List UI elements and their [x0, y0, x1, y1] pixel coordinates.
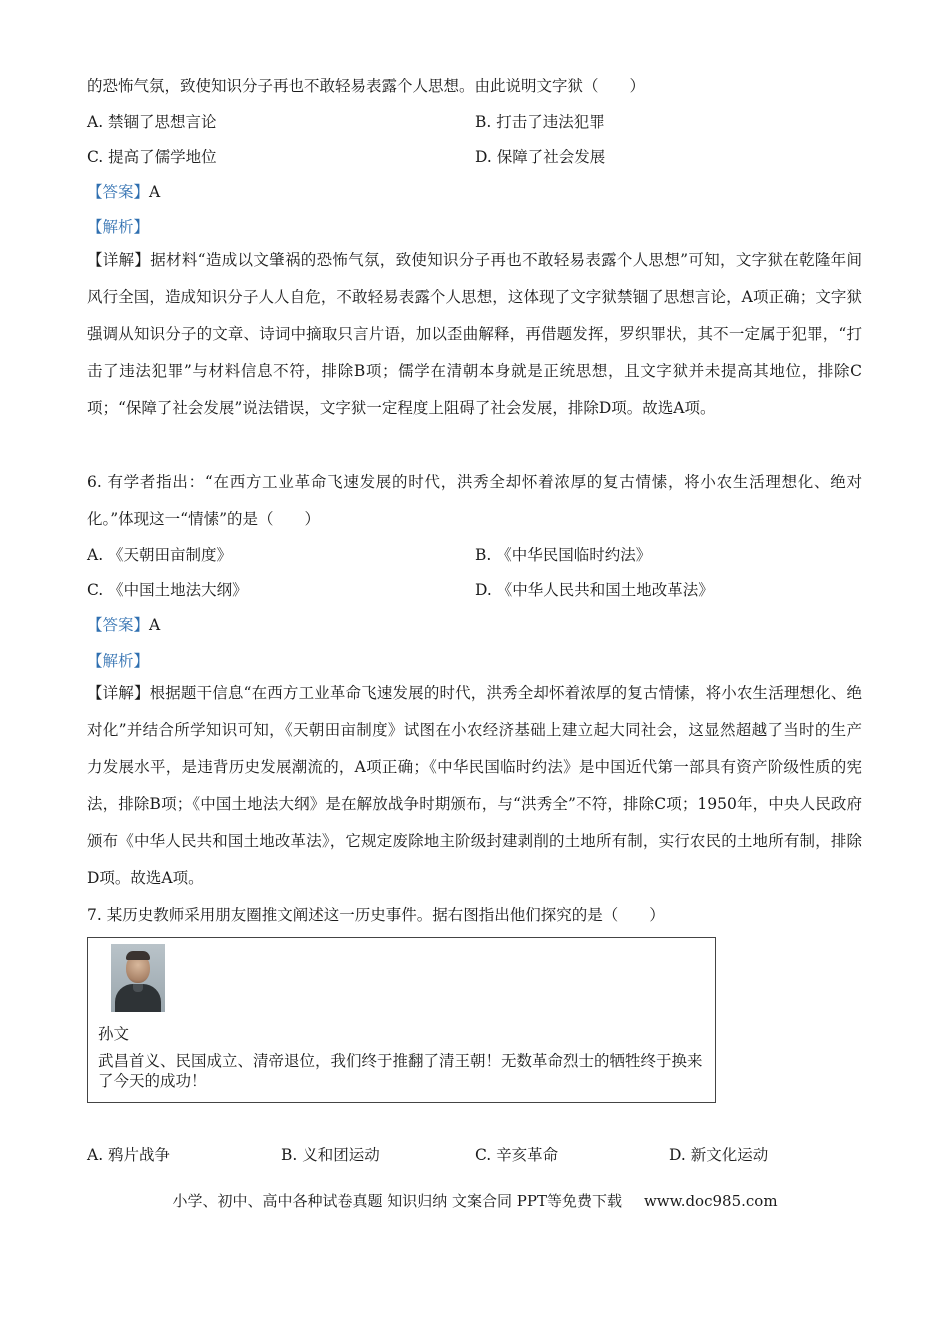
q5-analysis-tag: 【解析】 — [87, 218, 150, 236]
q6-stem: 6. 有学者指出：“在西方工业革命飞速发展的时代，洪秀全却怀着浓厚的复古情愫，将小农生活理想化、绝对化。”体现这一“情愫”的是（ ） — [87, 473, 862, 528]
social-post-card — [87, 937, 716, 1103]
q6-option-b: B. 《中华民国临时约法》 — [475, 546, 652, 564]
q6-analysis-tag: 【解析】 — [87, 652, 150, 670]
q5-answer-value: A — [149, 183, 161, 201]
q5-answer-tag: 【答案】 — [87, 183, 150, 201]
q6-answer-value: A — [149, 616, 161, 634]
footer-text: 小学、初中、高中各种试卷真题 知识归纳 文案合同 PPT等免费下载 — [172, 1192, 622, 1210]
q7-option-a: A. 鸦片战争 — [87, 1146, 171, 1164]
footer-url[interactable]: www.doc985.com — [643, 1192, 778, 1210]
q5-option-a: A. 禁锢了思想言论 — [87, 113, 217, 131]
q7-option-b: B. 义和团运动 — [281, 1146, 380, 1164]
q6-option-d: D. 《中华人民共和国土地改革法》 — [475, 581, 714, 599]
page-footer — [0, 1191, 950, 1211]
q5-option-c: C. 提高了儒学地位 — [87, 148, 217, 166]
q6-detail-tag: 【详解】 — [87, 684, 150, 702]
q5-option-b: B. 打击了违法犯罪 — [475, 113, 605, 131]
q6-option-c: C. 《中国土地法大纲》 — [87, 581, 248, 599]
q5-answer — [87, 182, 160, 202]
q7-stem: 7. 某历史教师采用朋友圈推文阐述这一历史事件。据右图指出他们探究的是（ ） — [87, 906, 665, 924]
q6-answer-tag: 【答案】 — [87, 616, 150, 634]
q5-detail-text: 据材料“造成以文肇祸的恐怖气氛，致使知识分子再也不敢轻易表露个人思想”可知，文字狱在乾隆年间风行全国，造成知识分子人人自危，不敢轻易表露个人思想，这体现了文字狱禁锢了思想言论，A项正确；文字狱强调从知识分子的文章、诗词中摘取只言片语，加以歪曲解释，再借题发挥，罗织罪状，其不一定属于犯罪，“打击了违法犯罪”与材料信息不符，排除B项；儒学在清朝本身就是正统思想，且文字狱并未提高其地位，排除C项；“保障了社会发展”说法错误，文字狱一定程度上阻碍了社会发展，排除D项。故选A项。 — [87, 251, 862, 417]
q5-detail-tag: 【详解】 — [87, 251, 151, 269]
q5-option-d: D. 保障了社会发展 — [475, 148, 606, 166]
q7-option-d: D. 新文化运动 — [669, 1146, 769, 1164]
q7-option-c: C. 辛亥革命 — [475, 1146, 559, 1164]
q5-detail — [87, 242, 862, 427]
post-text: 武昌首义、民国成立、清帝退位，我们终于推翻了清王朝！无数革命烈士的牺牲终于换来了今天的成功！ — [98, 1052, 703, 1090]
q6-answer — [87, 615, 160, 635]
q5-stem-end: 的恐怖气氛，致使知识分子再也不敢轻易表露个人思想。由此说明文字狱（ ） — [87, 77, 646, 95]
q6-option-a: A. 《天朝田亩制度》 — [87, 546, 233, 564]
post-author-name: 孙文 — [98, 1025, 130, 1043]
q6-detail-text: 根据题干信息“在西方工业革命飞速发展的时代，洪秀全却怀着浓厚的复古情愫，将小农生活理想化、绝对化”并结合所学知识可知，《天朝田亩制度》试图在小农经济基础上建立起大同社会，这显然超越了当时的生产力发展水平，是违背历史发展潮流的，A项正确；《中华民国临时约法》是中国近代第一部具有资产阶级性质的宪法，排除B项；《中国土地法大纲》是在解放战争时期颁布，与“洪秀全”不符，排除C项；1950年，中央人民政府颁布《中华人民共和国土地改革法》，它规定废除地主阶级封建剥削的土地所有制，实行农民的土地所有制，排除D项。故选A项。 — [87, 684, 862, 887]
portrait-photo — [111, 944, 165, 1012]
q6-detail — [87, 675, 862, 897]
